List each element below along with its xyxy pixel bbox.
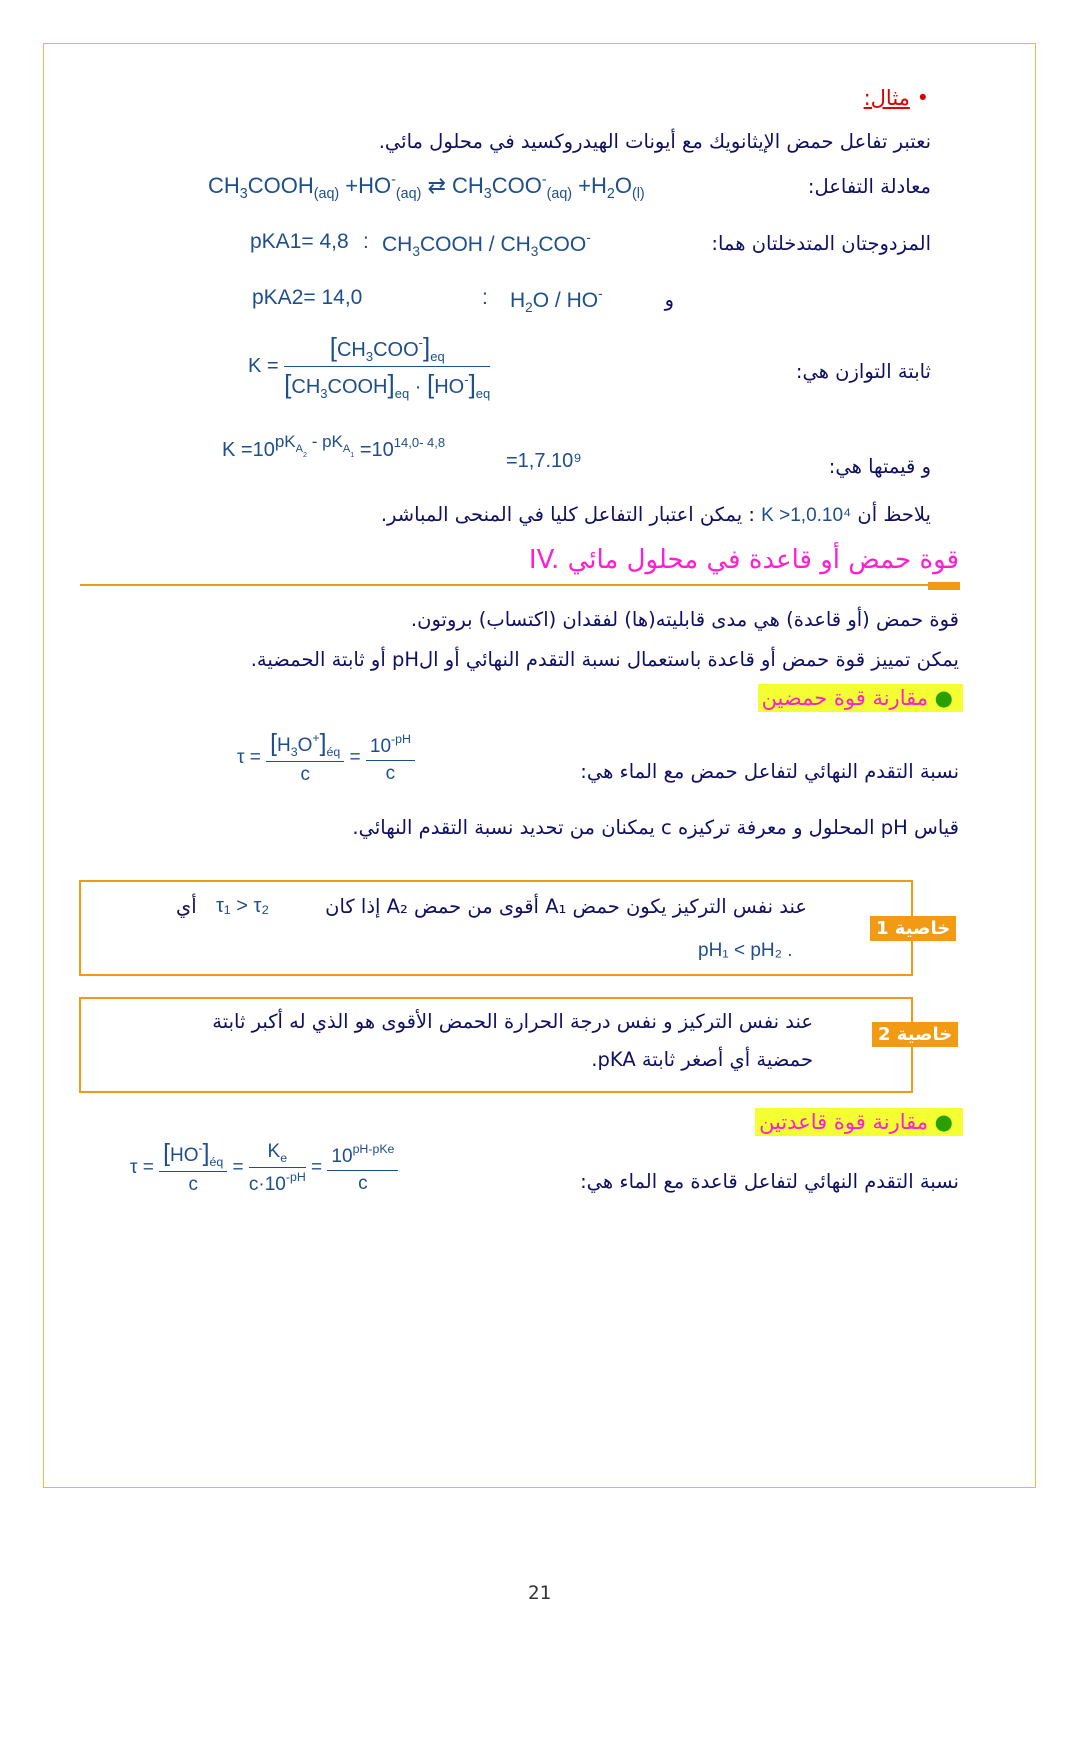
reaction-equation: $CH_3COOH_{(aq)} +HO^-_{(aq)}$ ⇄ $CH_3COO^-_{(aq)} +H_2O_{(l)}$ xyxy=(208,172,645,202)
note xyxy=(381,503,931,527)
property2-tag: خاصية 2 xyxy=(872,1022,958,1047)
pKA2-value: pKA2= 14,0 xyxy=(252,286,363,309)
bullet-icon: ● xyxy=(934,686,953,710)
section-rule-cap xyxy=(928,582,960,590)
K-result: =1,7.10⁹ xyxy=(506,450,582,472)
K-power-expression: $K =10^{pK_{A_2} - pK_{A_1}} =10^{14,0- 4,8}$ xyxy=(222,432,446,461)
couple2: $H_2O / HO^-$ xyxy=(510,286,603,315)
and-word: و xyxy=(664,288,674,311)
acids-heading-text: مقارنة قوة حمضين xyxy=(761,686,928,710)
property1-ay: أي xyxy=(176,895,197,918)
section-distinguish: يمكن تمييز قوة حمض أو قاعدة باستعمال نسبة التقدم النهائي أو الpH أو ثابتة الحمضية. xyxy=(250,648,959,671)
bullet-icon: ● xyxy=(934,1110,953,1134)
tau-acid-formula: τ = $\frac{[H_3O^+]_{éq}}{c}$ = $\frac{10^{-pH}}{c}$ xyxy=(237,730,415,786)
couple2-colon: : xyxy=(482,286,488,309)
section-rule xyxy=(80,584,960,586)
acids-ratio-label: نسبة التقدم النهائي لتفاعل حمض مع الماء هي: xyxy=(580,760,959,783)
section-title: قوة حمض أو قاعدة في محلول مائي xyxy=(567,545,959,575)
property2-line2: حمضية أي أصغر ثابتة pKA. xyxy=(591,1048,813,1071)
section-number: IV. xyxy=(528,545,560,575)
note-suffix: : يمكن اعتبار التفاعل كليا في المنحى المباشر. xyxy=(380,503,755,526)
reaction-label: معادلة التفاعل: xyxy=(807,175,931,198)
acids-measure: قياس pH المحلول و معرفة تركيزه c يمكنان من تحديد نسبة التقدم النهائي. xyxy=(352,816,959,839)
bullet-icon: • xyxy=(916,86,929,110)
couple1: $CH_3COOH / CH_3COO^-$ xyxy=(382,230,591,259)
page-number: 21 xyxy=(528,1582,551,1604)
example-intro: نعتبر تفاعل حمض الإيثانويك مع أيونات الهيدروكسيد في محلول مائي. xyxy=(378,130,931,153)
couples-label: المزدوجتان المتدخلتان هما: xyxy=(711,232,931,255)
property1-tag: خاصية 1 xyxy=(870,916,956,941)
bases-heading-text: مقارنة قوة قاعدتين xyxy=(759,1110,928,1134)
pKA1-value: pKA1= 4,8 xyxy=(250,230,349,253)
section-definition: قوة حمض (أو قاعدة) هي مدى قابليته(ها) لفقدان (اكتساب) بروتون. xyxy=(410,608,959,631)
tau-base-formula: τ = $\frac{[HO^-]_{éq}}{c}$ = $\frac{K_e}{c\cdot 10^{-pH}}$ = $\frac{10^{pH-pKe}}{c}$ xyxy=(130,1140,398,1196)
property1-line2: pH₁ < pH₂ . xyxy=(698,940,793,961)
property1-line1: عند نفس التركيز يكون حمض A₁ أقوى من حمض A₂ إذا كان xyxy=(325,895,807,918)
value-label: و قيمتها هي: xyxy=(828,455,931,478)
example-label: مثال: xyxy=(863,86,910,110)
note-prefix: يلاحظ أن xyxy=(857,503,931,526)
property2-line1: عند نفس التركيز و نفس درجة الحرارة الحمض الأقوى هو الذي له أكبر ثابتة xyxy=(212,1010,813,1033)
property1-tau: τ₁ > τ₂ xyxy=(216,895,270,917)
bases-ratio-label: نسبة التقدم النهائي لتفاعل قاعدة مع الماء هي: xyxy=(580,1170,959,1193)
note-formula: K >1,0.10⁴ xyxy=(761,505,852,526)
section-heading xyxy=(529,545,959,575)
equilibrium-label: ثابتة التوازن هي: xyxy=(795,360,931,383)
couple1-colon: : xyxy=(363,230,369,253)
K-expression: K = $\frac{[CH_3COO^-]_{eq}}{[CH_3COOH]_{eq} \cdot [HO^-]_{eq}}$ xyxy=(248,332,491,401)
example-heading xyxy=(864,86,929,110)
acids-heading xyxy=(758,686,963,710)
bases-heading xyxy=(755,1110,963,1134)
